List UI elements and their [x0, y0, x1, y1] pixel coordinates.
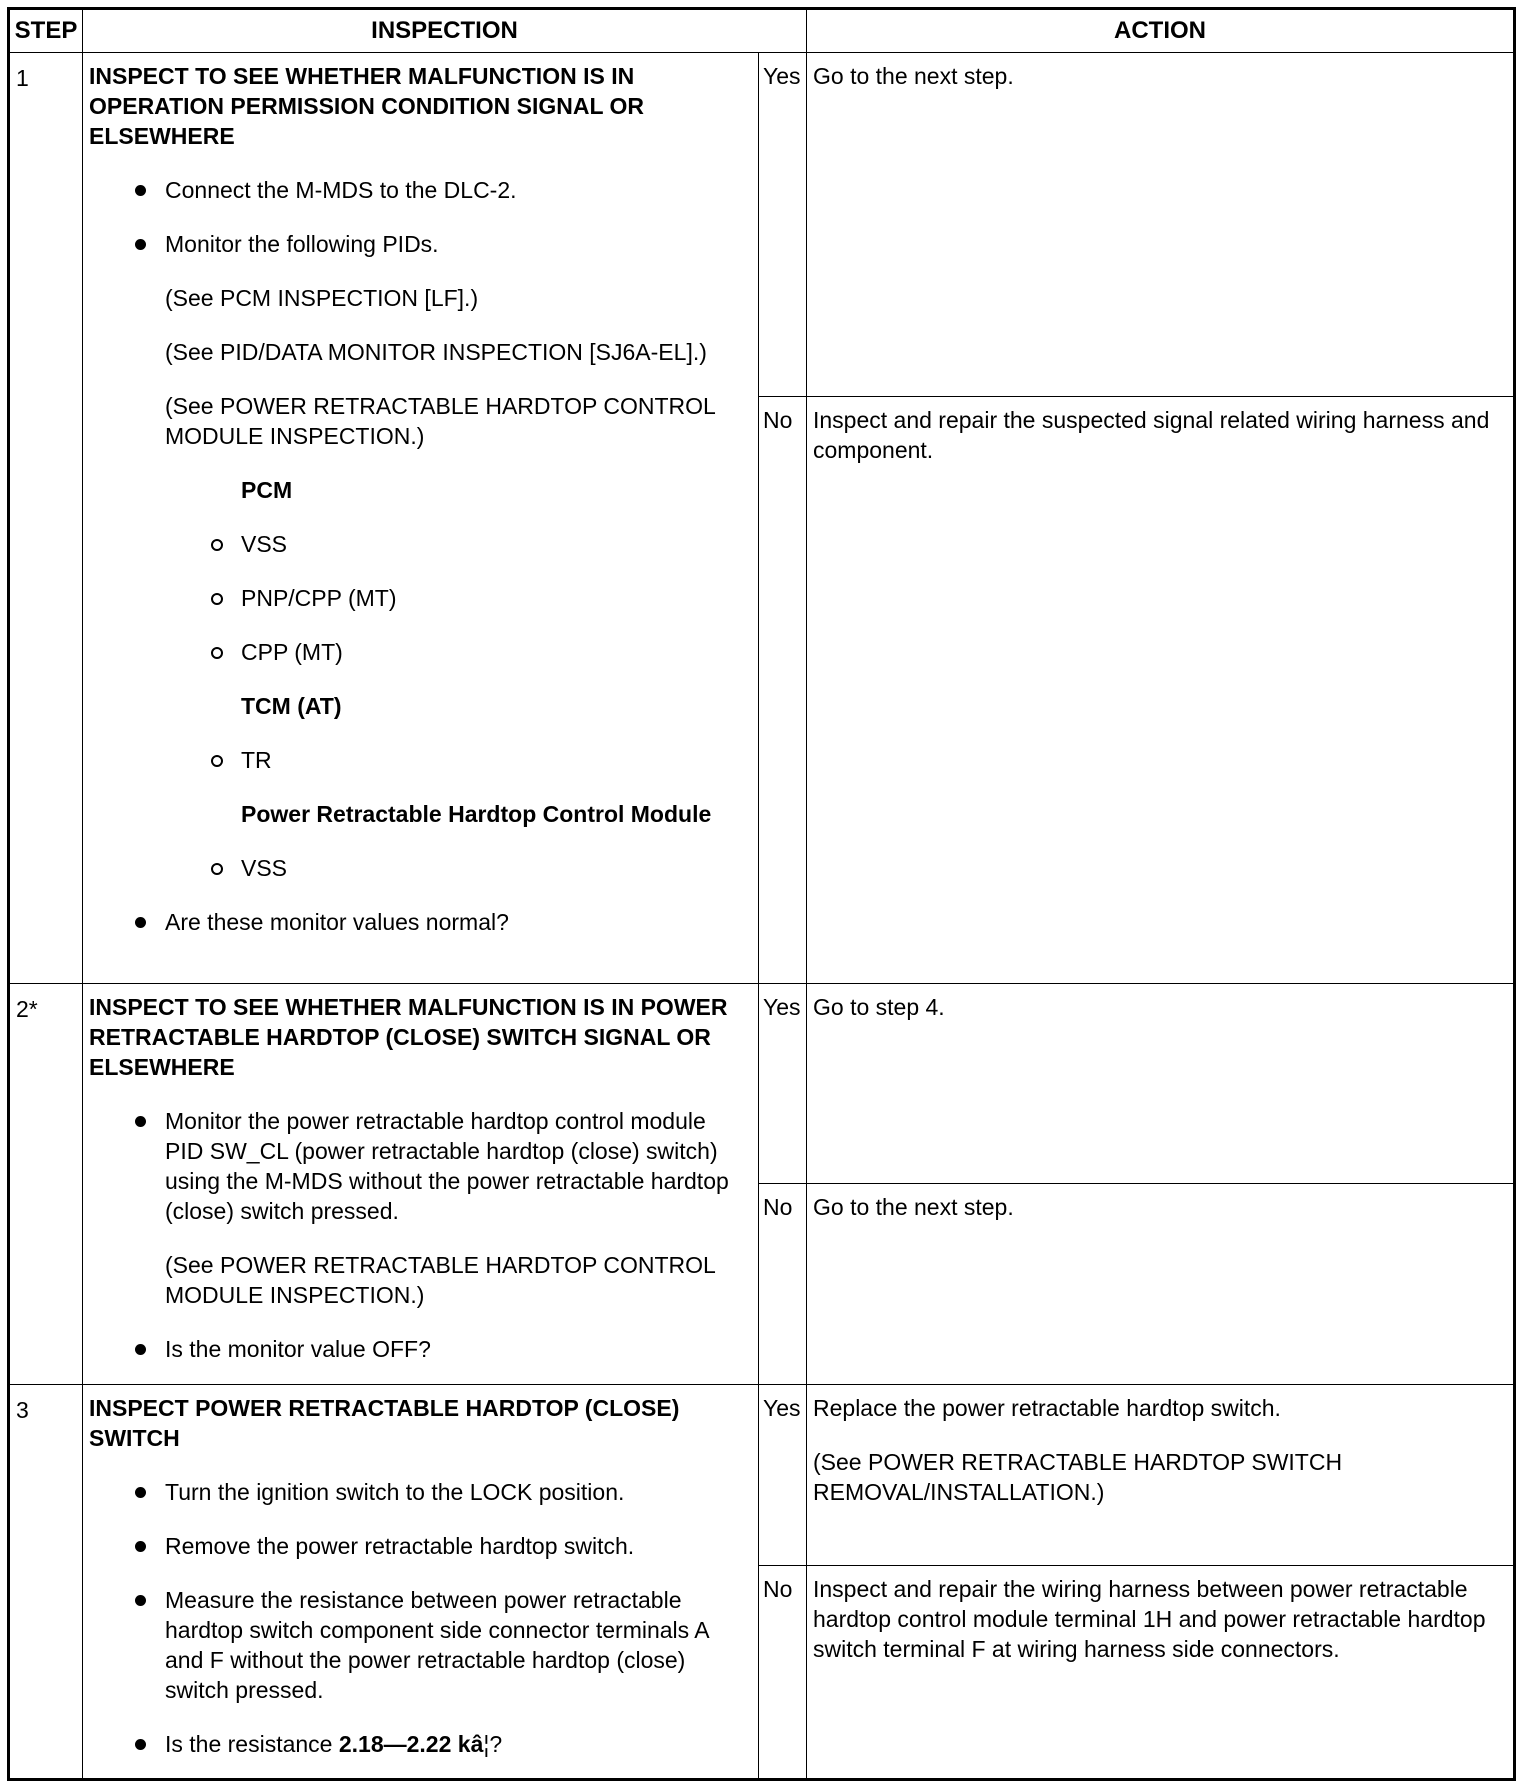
step-1-row [9, 53, 1515, 397]
step-1-no-action: Inspect and repair the suspected signal related wiring harness and component. [807, 397, 1515, 984]
step-1-title: INSPECT TO SEE WHETHER MALFUNCTION IS IN OPERATION PERMISSION CONDITION SIGNAL OR ELSEWHERE [89, 63, 645, 150]
step-1-pid-vss: VSS [89, 529, 750, 559]
step-1-ref-module: (See POWER RETRACTABLE HARDTOP CONTROL MODULE INSPECTION.) [165, 393, 715, 450]
step-3-yes-action: Replace the power retractable hardtop switch. [813, 1394, 1281, 1421]
step-2-number: 2* [9, 983, 83, 1384]
step-3-no-label: No [759, 1565, 807, 1779]
step-1-pid-pnp-cpp: PNP/CPP (MT) [89, 583, 750, 613]
step-2-inspection [83, 983, 759, 1384]
step-3-bullet-measure: Measure the resistance between power retractable hardtop switch component side connector terminals A and F without the power retractable hardtop (close) switch pressed. [89, 1585, 750, 1705]
header-step: STEP [9, 9, 83, 53]
header-row [9, 9, 1515, 53]
step-3-question-suffix: ¦? [483, 1730, 503, 1757]
step-1-yes-action: Go to the next step. [807, 53, 1515, 397]
diagnostic-procedure-table [7, 7, 1516, 1781]
step-3-bullet-remove: Remove the power retractable hardtop switch. [89, 1531, 750, 1561]
step-1-group-prhcm: Power Retractable Hardtop Control Module [241, 801, 712, 828]
step-1-group-tcm: TCM (AT) [241, 693, 342, 720]
step-1-question: Are these monitor values normal? [89, 907, 750, 937]
step-1-ref-pcm: (See PCM INSPECTION [LF].) [165, 285, 479, 312]
step-1-inspection [83, 53, 759, 984]
step-3-inspection [83, 1384, 759, 1779]
step-3-yes-action-ref: (See POWER RETRACTABLE HARDTOP SWITCH REMOVAL/INSTALLATION.) [813, 1448, 1343, 1505]
step-2-row [9, 983, 1515, 1183]
step-1-pid-tr: TR [89, 745, 750, 775]
step-3-question [89, 1729, 750, 1759]
step-2-ref-module: (See POWER RETRACTABLE HARDTOP CONTROL MODULE INSPECTION.) [165, 1251, 715, 1308]
step-3-row [9, 1384, 1515, 1565]
header-inspection: INSPECTION [83, 9, 807, 53]
step-2-question: Is the monitor value OFF? [89, 1334, 750, 1364]
step-1-yes-label: Yes [759, 53, 807, 397]
step-2-no-action: Go to the next step. [807, 1184, 1515, 1384]
step-2-title: INSPECT TO SEE WHETHER MALFUNCTION IS IN POWER RETRACTABLE HARDTOP (CLOSE) SWITCH SIGNAL OR ELSEWHERE [89, 993, 728, 1080]
step-1-bullet-monitor: Monitor the following PIDs. [89, 229, 750, 259]
step-3-bullet-ignition: Turn the ignition switch to the LOCK position. [89, 1477, 750, 1507]
step-3-number: 3 [9, 1384, 83, 1779]
step-2-no-label: No [759, 1184, 807, 1384]
step-1-group-pcm: PCM [241, 477, 293, 504]
step-2-yes-action: Go to step 4. [807, 983, 1515, 1183]
step-1-pid-cpp: CPP (MT) [89, 637, 750, 667]
step-3-question-value: 2.18—2.22 kâ [338, 1730, 484, 1757]
step-2-yes-label: Yes [759, 983, 807, 1183]
step-2-bullet-monitor: Monitor the power retractable hardtop control module PID SW_CL (power retractable hardtop (close) switch) using the M-MDS without the power retractable hardtop (close) switch pressed. [89, 1106, 750, 1226]
header-action: ACTION [807, 9, 1515, 53]
step-3-no-action: Inspect and repair the wiring harness between power retractable hardtop control module terminal 1H and power retractable hardtop switch terminal F at wiring harness side connectors. [807, 1565, 1515, 1779]
step-1-number: 1 [9, 53, 83, 984]
step-3-question-prefix: Is the resistance [165, 1730, 339, 1757]
step-3-yes-cell [807, 1384, 1515, 1565]
step-3-yes-label: Yes [759, 1384, 807, 1565]
step-1-ref-pid: (See PID/DATA MONITOR INSPECTION [SJ6A-EL].) [165, 339, 707, 366]
step-1-bullet-connect: Connect the M-MDS to the DLC-2. [89, 175, 750, 205]
step-1-no-label: No [759, 397, 807, 984]
step-1-pid-vss-module: VSS [89, 853, 750, 883]
step-3-title: INSPECT POWER RETRACTABLE HARDTOP (CLOSE) SWITCH [89, 1394, 680, 1451]
